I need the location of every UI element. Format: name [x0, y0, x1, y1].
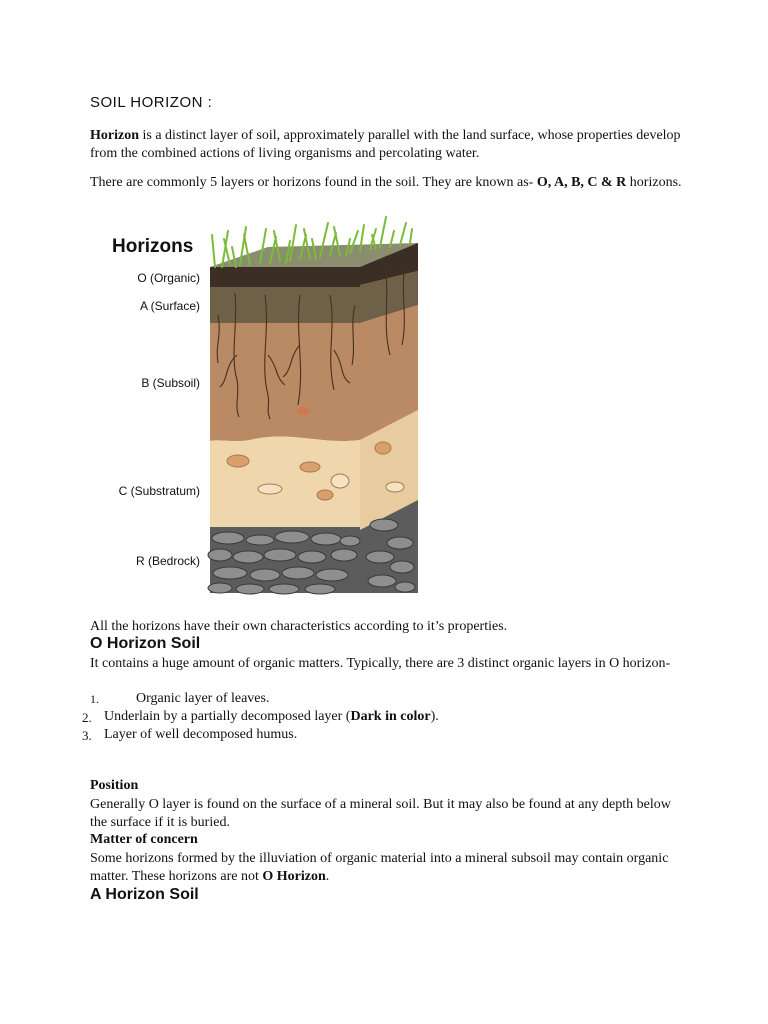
organic-layer	[210, 267, 360, 287]
horizons-count-tail: horizons.	[626, 175, 682, 190]
concern-text-end: .	[325, 869, 330, 884]
label-subsoil: B (Subsoil)	[141, 376, 200, 390]
label-substratum: C (Substratum)	[118, 484, 200, 498]
list-item	[104, 726, 297, 744]
horizons-intro: All the horizons have their own characteristics according to it’s properties.	[90, 619, 508, 634]
list-number: 2.	[82, 710, 92, 725]
concern-text-bold: O Horizon	[262, 869, 326, 884]
list-item	[136, 690, 269, 708]
horizon-definition	[90, 127, 690, 163]
o-horizon-description: It contains a huge amount of organic matters. Typically, there are 3 distinct organic layers in O horizon-	[90, 656, 671, 671]
position-heading: Position	[90, 778, 139, 793]
subsoil-layer	[210, 323, 360, 441]
position-text: Generally O layer is found on the surface of a mineral soil. But it may also be found at any depth below the surface if it is buried.	[90, 797, 671, 830]
label-bedrock: R (Bedrock)	[135, 554, 200, 568]
surface-layer	[210, 287, 360, 323]
horizons-list-bold: O, A, B, C & R	[536, 175, 627, 190]
horizons-count-text: There are commonly 5 layers or horizons found in the soil. They are known as-	[90, 175, 537, 190]
label-organic: O (Organic)	[137, 271, 200, 285]
document-title: SOIL HORIZON :	[90, 94, 213, 111]
list-item-text: Organic layer of leaves.	[136, 691, 270, 706]
concern-text-body: Some horizons formed by the illuviation of organic material into a mineral subsoil may contain organic matter. These horizons are not	[90, 851, 669, 884]
a-horizon-heading: A Horizon Soil	[90, 886, 199, 903]
soil-horizon-diagram	[100, 205, 430, 595]
list-item-text: Underlain by a partially decomposed layer (	[104, 709, 351, 724]
list-item-text: Layer of well decomposed humus.	[104, 727, 298, 742]
list-number: 1.	[90, 692, 99, 706]
horizons-count-paragraph	[90, 174, 690, 192]
diagram-title: Horizons	[112, 236, 194, 257]
concern-text	[90, 850, 690, 886]
o-horizon-heading: O Horizon Soil	[90, 635, 201, 652]
list-number: 3.	[82, 728, 92, 743]
list-item	[104, 708, 439, 726]
horizon-term: Horizon	[90, 128, 139, 143]
label-surface: A (Surface)	[139, 299, 200, 313]
list-item-bold: Dark in color	[350, 709, 431, 724]
subsoil-pebble	[297, 407, 309, 415]
list-item-text: ).	[430, 709, 439, 724]
horizon-definition-text: is a distinct layer of soil, approximately parallel with the land surface, whose properties develop from the combined actions of living organisms and percolating water.	[90, 128, 681, 161]
concern-heading: Matter of concern	[90, 832, 198, 847]
